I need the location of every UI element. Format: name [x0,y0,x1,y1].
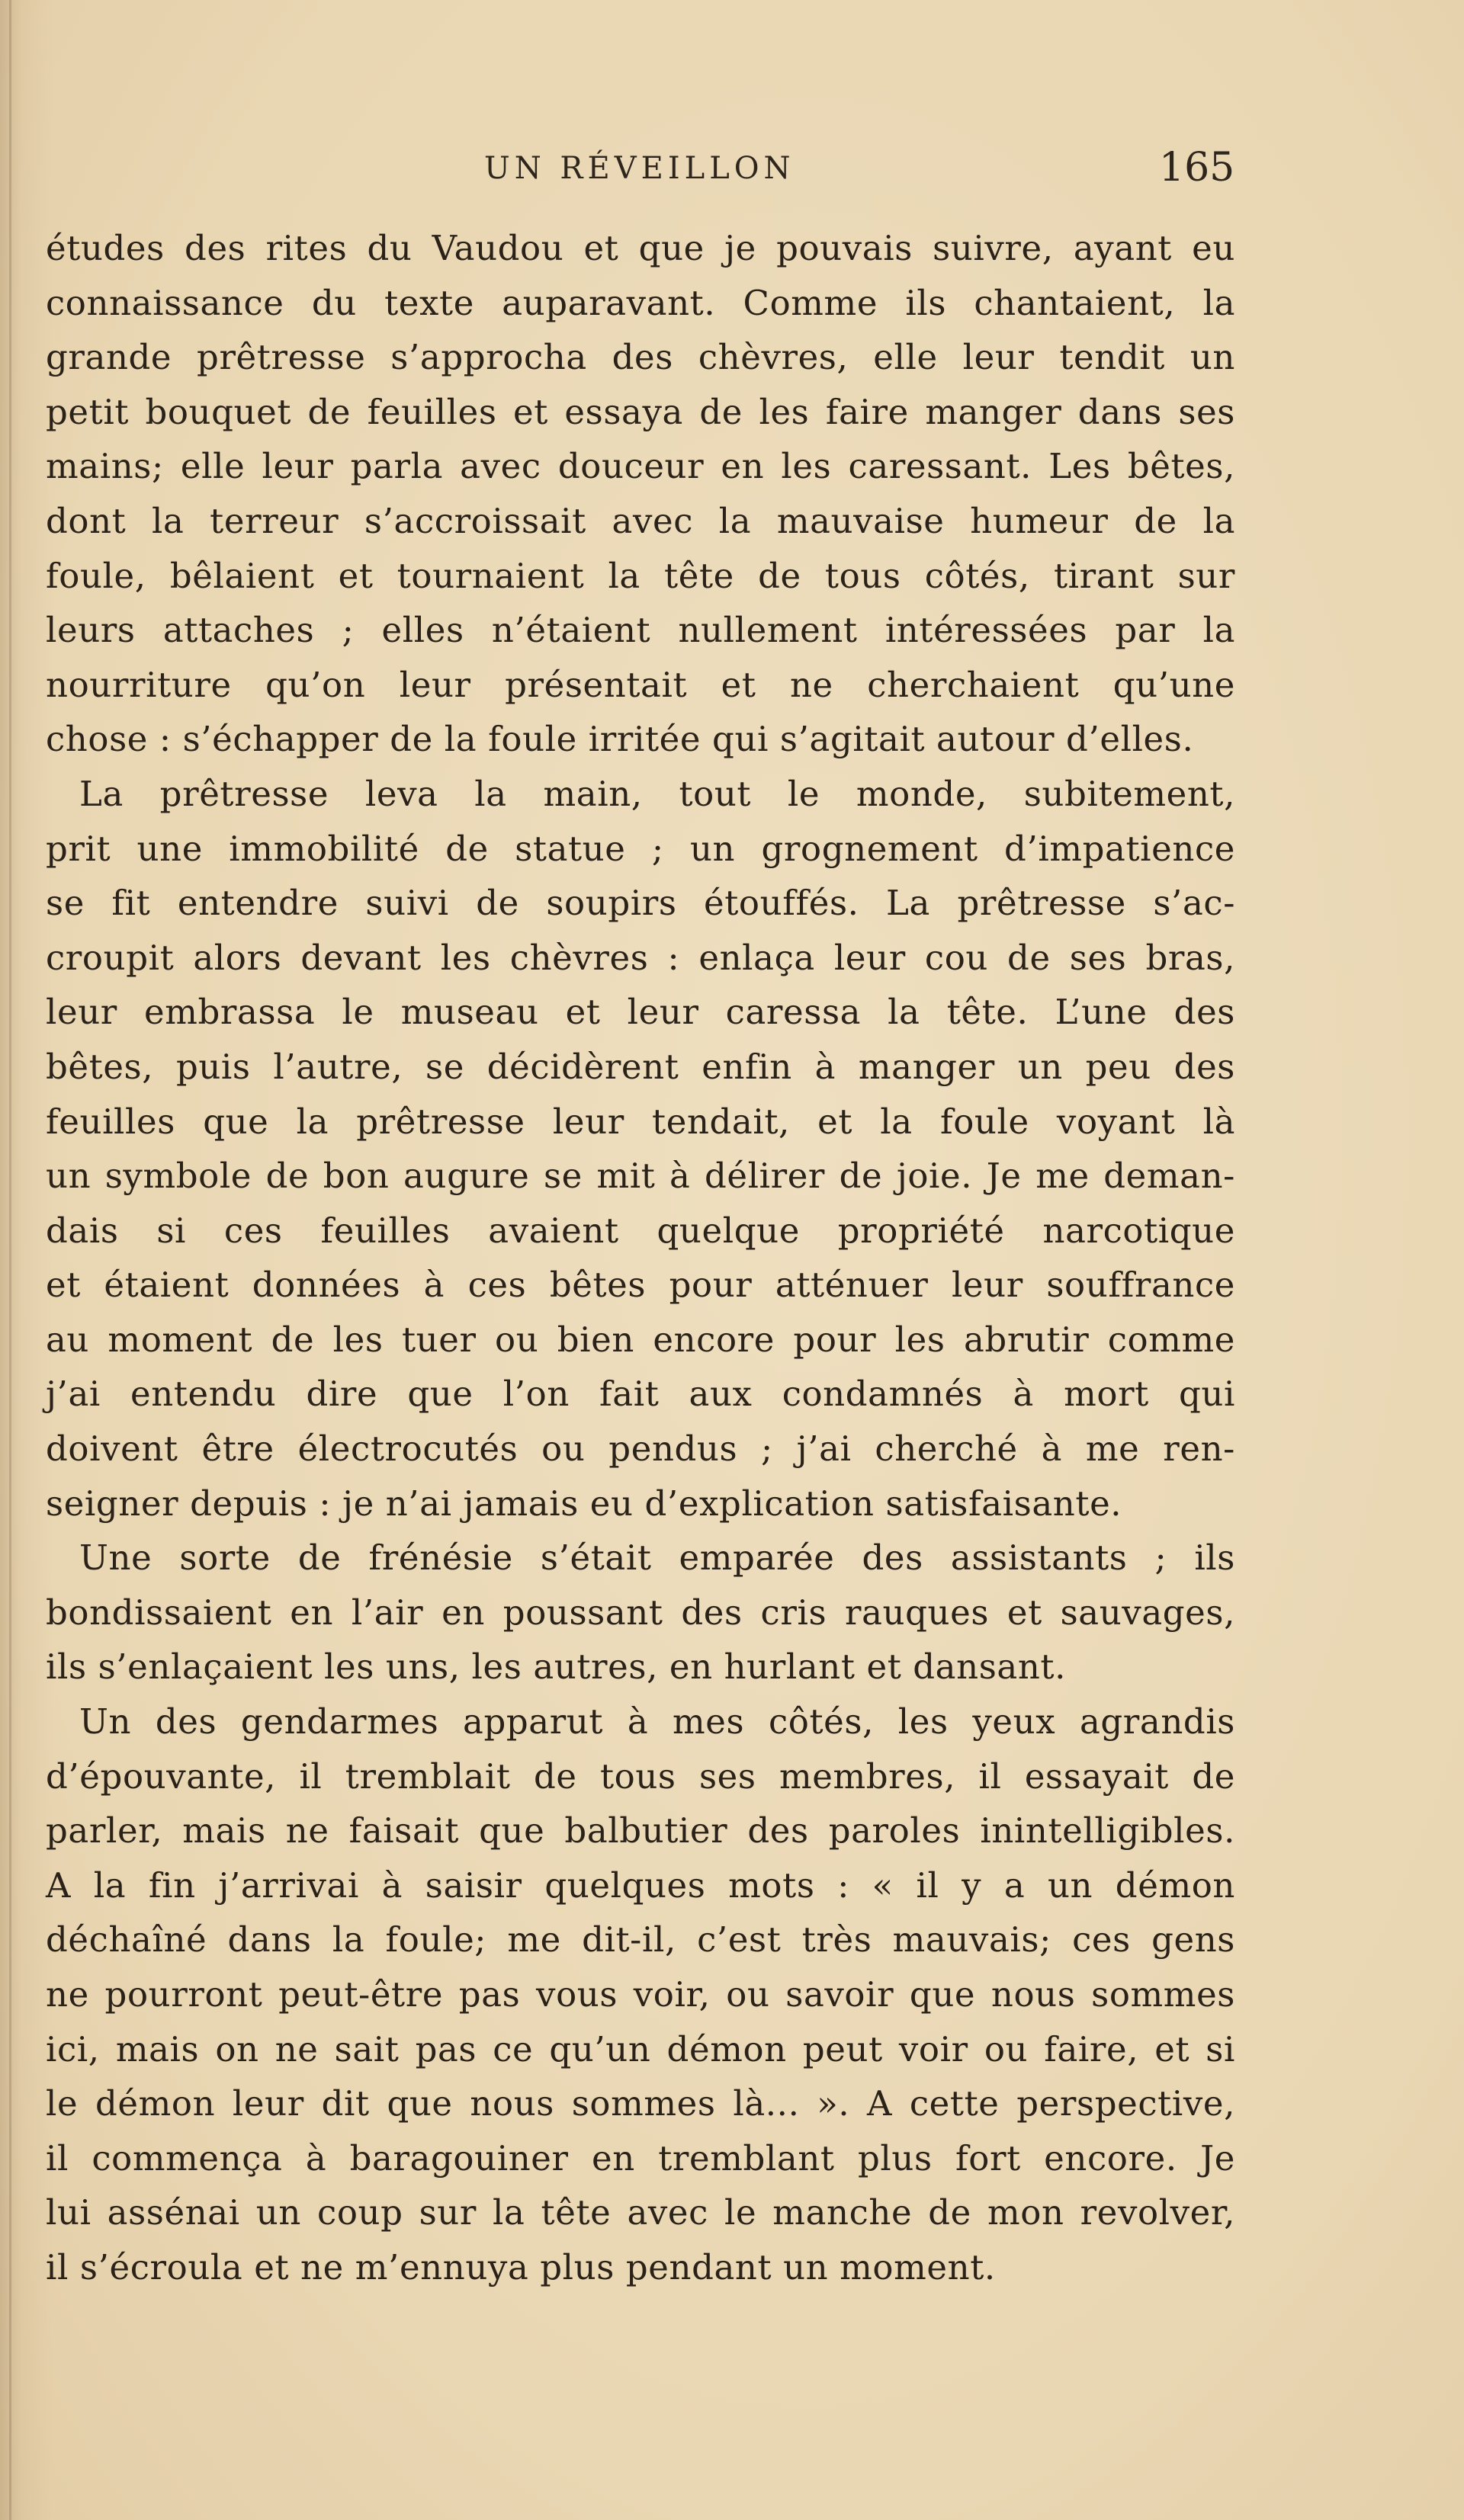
text-line: foule, bêlaient et tournaient la tête de tous côtés, tirant sur [46,555,1235,596]
text-line: mains; elle leur parla avec douceur en les caressant. Les bêtes, [46,446,1235,487]
text-line: et étaient données à ces bêtes pour atténuer leur souffrance [46,1265,1235,1306]
text-line: grande prêtresse s’approcha des chèvres, elle leur tendit un [46,337,1235,378]
text-line: ici, mais on ne sait pas ce qu’un démon peut voir ou faire, et si [46,2028,1235,2070]
text-line: nourriture qu’on leur présentait et ne cherchaient qu’une [46,664,1235,705]
text-line: il s’écroula et ne m’ennuya plus pendant un moment. [46,2246,996,2288]
text-line: le démon leur dit que nous sommes là... ». A cette perspective, [46,2083,1235,2124]
running-header [0,145,1464,206]
text-line: ne pourront peut-être pas vous voir, ou savoir que nous sommes [46,1974,1235,2015]
text-line: La prêtresse leva la main, tout le monde, subitement, [79,773,1235,814]
text-line: dais si ces feuilles avaient quelque propriété narcotique [46,1210,1235,1251]
text-line: petit bouquet de feuilles et essaya de les faire manger dans ses [46,391,1235,432]
text-line: parler, mais ne faisait que balbutier des paroles inintelligibles. [46,1810,1235,1852]
running-title: UN RÉVEILLON [484,151,795,186]
text-line: au moment de les tuer ou bien encore pour les abrutir comme [46,1319,1235,1360]
text-line: chose : s’échapper de la foule irritée qui s’agitait autour d’elles. [46,719,1194,760]
text-line: croupit alors devant les chèvres : enlaça leur cou de ses bras, [46,937,1235,978]
text-line: Une sorte de frénésie s’était emparée des assistants ; ils [79,1537,1235,1579]
body-text [46,221,1235,2295]
text-line: se fit entendre suivi de soupirs étouffés. La prêtresse s’ac- [46,883,1235,924]
text-line: bondissaient en l’air en poussant des cris rauques et sauvages, [46,1592,1235,1633]
page-number: 165 [1159,145,1235,191]
text-line: dont la terreur s’accroissait avec la mauvaise humeur de la [46,500,1235,541]
text-line: feuilles que la prêtresse leur tendait, et la foule voyant là [46,1101,1235,1142]
page-gutter-shadow [9,0,11,2520]
text-line: doivent être électrocutés ou pendus ; j’ai cherché à me ren- [46,1428,1235,1470]
text-line: seigner depuis : je n’ai jamais eu d’explication satisfaisante. [46,1483,1122,1524]
text-line: prit une immobilité de statue ; un grognement d’impatience [46,828,1235,869]
text-line: un symbole de bon augure se mit à délirer de joie. Je me deman- [46,1156,1235,1197]
text-line: leurs attaches ; elles n’étaient nullement intéressées par la [46,610,1235,651]
text-line: connaissance du texte auparavant. Comme ils chantaient, la [46,282,1235,323]
text-line: lui assénai un coup sur la tête avec le manche de mon revolver, [46,2192,1235,2233]
text-line: déchaîné dans la foule; me dit-il, c’est très mauvais; ces gens [46,1919,1235,1961]
text-line: études des rites du Vaudou et que je pouvais suivre, ayant eu [46,228,1235,268]
text-line: j’ai entendu dire que l’on fait aux condamnés à mort qui [46,1374,1235,1415]
text-line: bêtes, puis l’autre, se décidèrent enfin à manger un peu des [46,1046,1235,1087]
text-line: Un des gendarmes apparut à mes côtés, les yeux agrandis [79,1701,1235,1743]
text-line: A la fin j’arrivai à saisir quelques mots : « il y a un démon [46,1864,1235,1906]
text-line: ils s’enlaçaient les uns, les autres, en hurlant et dansant. [46,1646,1066,1688]
text-line: d’épouvante, il tremblait de tous ses membres, il essayait de [46,1755,1235,1797]
text-line: il commença à baragouiner en tremblant plus fort encore. Je [46,2137,1235,2179]
text-line: leur embrassa le museau et leur caressa la tête. L’une des [46,992,1235,1033]
